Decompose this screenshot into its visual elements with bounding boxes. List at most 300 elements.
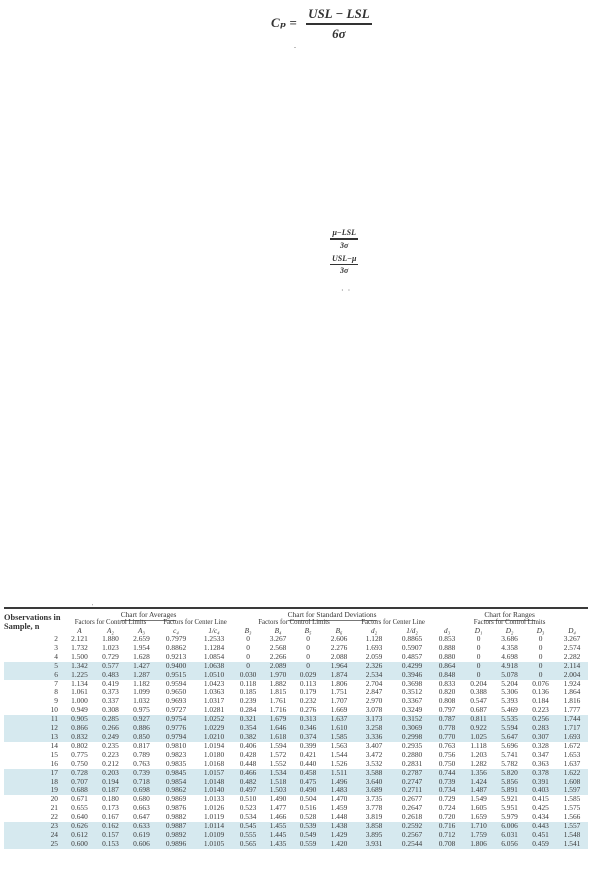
table-cell: 0.728 <box>64 769 95 778</box>
table-cell: 0.516 <box>299 804 317 813</box>
table-cell: 0.523 <box>239 804 257 813</box>
table-cell: 4.358 <box>501 643 518 652</box>
table-cell: 5.820 <box>494 769 525 778</box>
table-row <box>4 831 588 840</box>
table-cell: 0.9594 <box>165 679 187 688</box>
table-cell: 0.655 <box>71 804 88 813</box>
table-cell: 0.2787 <box>393 769 431 778</box>
table-cell: 0 <box>476 635 481 643</box>
table-cell: 0.157 <box>95 831 126 840</box>
table-cell: 0.2831 <box>401 759 423 768</box>
table-cell: 0.153 <box>95 840 126 849</box>
table-cell: 0.528 <box>299 813 317 822</box>
table-cell: 0.9823 <box>165 750 187 759</box>
table-row <box>4 804 588 813</box>
table-cell: 1.637 <box>323 715 355 724</box>
table-cell: 0.3698 <box>401 679 423 688</box>
sample-size-cell: 5 <box>4 662 64 671</box>
table-cell: 0.421 <box>299 750 317 759</box>
table-cell: 0.808 <box>438 697 456 706</box>
cpk-fraction-lower <box>330 228 358 250</box>
table-cell: 0.547 <box>470 697 487 706</box>
table-cell: 1.0168 <box>203 759 225 768</box>
table-cell: 0.744 <box>431 769 463 778</box>
table-cell: 2.114 <box>556 662 588 671</box>
table-cell: 1.816 <box>563 697 581 706</box>
table-cell: 5.921 <box>501 795 518 804</box>
table-row <box>4 813 588 822</box>
column-header: 1/d₂ <box>406 627 418 635</box>
table-cell: 1.659 <box>470 813 487 822</box>
cpk-upper-numerator: USL−μ <box>332 253 357 263</box>
table-cell: 1.0281 <box>203 706 225 715</box>
column-header: 1/c₄ <box>208 627 220 635</box>
table-cell: 1.0126 <box>203 804 225 813</box>
table-cell: 0.729 <box>102 652 119 661</box>
table-cell: 1.356 <box>463 769 494 778</box>
table-cell: 1.717 <box>556 724 588 733</box>
cpk-formula <box>330 228 358 279</box>
table-cell: 1.511 <box>323 769 355 778</box>
table-cell: 0.5907 <box>401 643 423 652</box>
table-cell: 1.466 <box>269 813 287 822</box>
column-header: A <box>77 627 82 635</box>
sample-size-cell: 22 <box>50 813 58 822</box>
table-cell: 2.089 <box>263 662 293 671</box>
table-cell: 0 <box>306 635 310 643</box>
table-cell: 1.669 <box>330 706 348 715</box>
table-cell: 0.2567 <box>393 831 431 840</box>
table-cell: 0.113 <box>299 679 317 688</box>
table-cell: 1.806 <box>330 679 348 688</box>
table-cell: 0.549 <box>293 831 323 840</box>
table-cell: 0.239 <box>239 697 257 706</box>
table-cell: 1.025 <box>463 733 494 742</box>
table-cell: 0.483 <box>95 671 126 680</box>
sample-size-cell: 4 <box>54 652 58 661</box>
table-cell: 5.696 <box>501 741 518 750</box>
table-cell: 0.802 <box>71 741 88 750</box>
table-cell: 0.688 <box>64 786 95 795</box>
table-row <box>4 662 588 671</box>
table-cell: 5.951 <box>501 804 518 813</box>
table-cell: 0.922 <box>463 724 494 733</box>
observations-header: Observations in Sample, n <box>4 613 61 631</box>
table-cell: 1.874 <box>323 671 355 680</box>
sample-size-cell: 12 <box>4 724 64 733</box>
table-cell: 0.347 <box>532 750 549 759</box>
table-cell: 0.194 <box>95 778 126 787</box>
table-cell: 2.088 <box>330 652 348 661</box>
table-row <box>4 760 588 769</box>
table-cell: 3.532 <box>365 759 383 768</box>
table-cell: 0.770 <box>431 733 463 742</box>
table-body <box>4 635 588 849</box>
sample-size-cell: 25 <box>4 840 64 849</box>
table-cell: 1.0109 <box>195 831 233 840</box>
table-cell: 1.732 <box>71 643 88 652</box>
table-cell: 1.490 <box>269 795 287 804</box>
table-cell: 0.419 <box>102 679 119 688</box>
sample-size-cell: 24 <box>4 831 64 840</box>
sample-size-cell: 6 <box>4 671 64 680</box>
table-cell: 0.8862 <box>165 643 187 652</box>
table-cell: 0.354 <box>233 724 263 733</box>
table-cell: 1.099 <box>133 688 150 697</box>
table-cell: 1.557 <box>556 822 588 831</box>
column-header: D₃ <box>536 627 545 635</box>
control-chart-factors-table <box>4 609 588 849</box>
table-cell: 0.451 <box>525 831 556 840</box>
table-cell: 0.8865 <box>401 635 423 643</box>
sample-size-cell: 16 <box>50 759 58 768</box>
table-cell: 0.337 <box>102 697 119 706</box>
table-cell: 3.858 <box>355 822 393 831</box>
table-cell: 1.0510 <box>195 671 233 680</box>
column-header: d₃ <box>444 627 451 635</box>
table-cell: 1.424 <box>463 778 494 787</box>
table-cell: 0.763 <box>438 741 456 750</box>
table-cell: 1.0114 <box>195 822 233 831</box>
table-cell: 5.741 <box>501 750 518 759</box>
table-cell: 0.9835 <box>165 759 187 768</box>
table-cell: 0.399 <box>299 741 317 750</box>
table-cell: 3.895 <box>355 831 393 840</box>
table-cell: 0.9400 <box>157 662 195 671</box>
table-cell: 1.693 <box>556 733 588 742</box>
table-cell: 1.0180 <box>203 750 225 759</box>
table-cell: 1.023 <box>102 643 119 652</box>
table-cell: 0.425 <box>532 804 549 813</box>
table-cell: 1.0854 <box>203 652 225 661</box>
table-cell: 0.3946 <box>393 671 431 680</box>
table-cell: 0.510 <box>239 795 257 804</box>
cp-formula-mark: . <box>294 41 296 50</box>
table-cell: 0.2592 <box>393 822 431 831</box>
table-cell: 0.2647 <box>401 804 423 813</box>
table-cell: 0.490 <box>293 786 323 795</box>
table-cell: 1.0133 <box>203 795 225 804</box>
table-cell: 1.000 <box>71 697 88 706</box>
table-cell: 1.622 <box>556 769 588 778</box>
table-cell: 1.777 <box>563 706 581 715</box>
table-cell: 0.797 <box>438 706 456 715</box>
table-cell: 0.321 <box>233 715 263 724</box>
table-cell: 5.306 <box>501 688 518 697</box>
table-cell: 0.3367 <box>401 697 423 706</box>
table-cell: 1.118 <box>470 741 487 750</box>
table-row <box>4 769 588 778</box>
table-cell: 0.9892 <box>157 831 195 840</box>
table-cell: 1.0638 <box>195 662 233 671</box>
table-row <box>4 733 588 742</box>
table-cell: 1.549 <box>470 795 487 804</box>
table-cell: 0.391 <box>525 778 556 787</box>
table-cell: 1.618 <box>263 733 293 742</box>
table-cell: 1.459 <box>330 804 348 813</box>
table-cell: 1.435 <box>263 840 293 849</box>
cp-fraction <box>306 6 372 42</box>
table-cell: 1.637 <box>563 759 581 768</box>
table-cell: 5.979 <box>501 813 518 822</box>
table-cell: 0.466 <box>233 769 263 778</box>
table-cell: 5.535 <box>494 715 525 724</box>
table-cell: 1.287 <box>126 671 157 680</box>
table-cell: 0.406 <box>239 741 257 750</box>
table-cell: 0.180 <box>102 795 119 804</box>
table-cell: 0.459 <box>525 840 556 849</box>
table-cell: 1.225 <box>64 671 95 680</box>
table-cell: 0.256 <box>525 715 556 724</box>
table-cell: 0 <box>246 635 250 643</box>
table-row <box>4 644 588 653</box>
table-cell: 0.497 <box>233 786 263 795</box>
table-cell: 0.388 <box>470 688 487 697</box>
table-cell: 0.162 <box>95 822 126 831</box>
table-cell: 5.782 <box>501 759 518 768</box>
table-cell: 0.716 <box>431 822 463 831</box>
table-cell: 1.585 <box>323 733 355 742</box>
table-cell: 1.751 <box>330 688 348 697</box>
table-cell: 1.503 <box>263 786 293 795</box>
table-cell: 1.815 <box>269 688 287 697</box>
table-cell: 0.2998 <box>393 733 431 742</box>
table-row <box>4 840 588 849</box>
table-cell: 1.970 <box>263 671 293 680</box>
table-cell: 0.789 <box>133 750 150 759</box>
table-cell: 0.712 <box>431 831 463 840</box>
table-cell: 0.9650 <box>165 688 187 697</box>
table-cell: 3.735 <box>365 795 383 804</box>
table-cell: 1.710 <box>463 822 494 831</box>
column-header: D₄ <box>568 627 576 635</box>
table-cell: 2.970 <box>365 697 383 706</box>
table-cell: 0.118 <box>239 679 257 688</box>
table-cell: 2.568 <box>269 643 287 652</box>
table-cell: 0.136 <box>532 688 549 697</box>
table-cell: 0.619 <box>126 831 157 840</box>
table-cell: 0 <box>538 643 543 652</box>
table-cell: 1.483 <box>323 786 355 795</box>
table-cell: 0.328 <box>532 741 549 750</box>
table-cell: 3.258 <box>355 724 393 733</box>
table-cell: 1.806 <box>463 840 494 849</box>
table-cell: 1.716 <box>269 706 287 715</box>
table-cell: 4.698 <box>501 652 518 661</box>
subgroup-control-limits-3: Factors for Control Limits <box>473 619 546 626</box>
table-cell: 0.756 <box>438 750 456 759</box>
table-cell: 0.443 <box>525 822 556 831</box>
table-cell: 0.680 <box>133 795 150 804</box>
table-cell: 0.249 <box>95 733 126 742</box>
table-cell: 0.2618 <box>401 813 423 822</box>
table-cell: 0.076 <box>532 679 549 688</box>
subgroup-control-limits-2: Factors for Control Limits <box>258 619 330 626</box>
table-row <box>4 671 588 680</box>
table-cell: 1.628 <box>133 652 150 661</box>
column-header: c₄ <box>173 627 179 635</box>
table-cell: 0.482 <box>233 778 263 787</box>
table-cell: 1.496 <box>323 778 355 787</box>
table-row <box>4 751 588 760</box>
table-cell: 0 <box>476 643 481 652</box>
table-row <box>4 724 588 733</box>
table-cell: 0 <box>306 652 310 661</box>
table-cell: 0.640 <box>71 813 88 822</box>
column-header: B₆ <box>335 627 343 635</box>
table-cell: 1.954 <box>133 643 150 652</box>
table-row <box>4 778 588 787</box>
table-cell: 0.440 <box>299 759 317 768</box>
table-cell: 5.204 <box>501 679 518 688</box>
table-row <box>4 795 588 804</box>
table-cell: 1.964 <box>323 662 355 671</box>
table-cell: 0.204 <box>470 679 487 688</box>
cpk-fraction-upper <box>330 254 358 276</box>
table-cell: 0 <box>538 652 543 661</box>
table-cell: 0.720 <box>438 813 456 822</box>
table-cell: 0.559 <box>293 840 323 849</box>
table-cell: 0.739 <box>431 778 463 787</box>
table-cell: 0.212 <box>102 759 119 768</box>
table-cell: 3.588 <box>355 769 393 778</box>
table-cell: 0.3512 <box>401 688 423 697</box>
table-cell: 1.438 <box>323 822 355 831</box>
table-cell: 0.9869 <box>165 795 187 804</box>
table-cell: 0.2880 <box>401 750 423 759</box>
sample-size-cell: 9 <box>54 697 58 706</box>
column-header: A₃ <box>138 627 145 635</box>
table-cell: 0.734 <box>431 786 463 795</box>
table-cell: 4.918 <box>494 662 525 671</box>
table-cell: 1.552 <box>269 759 287 768</box>
column-header: D₁ <box>474 627 483 635</box>
cpk-formula-mark: · · <box>341 286 352 295</box>
table-cell: 1.707 <box>330 697 348 706</box>
table-cell: 1.518 <box>263 778 293 787</box>
table-cell: 0.9776 <box>157 724 195 733</box>
table-cell: 0.832 <box>64 733 95 742</box>
table-cell: 0.850 <box>126 733 157 742</box>
table-cell: 0.698 <box>126 786 157 795</box>
table-cell: 0.448 <box>239 759 257 768</box>
table-cell: 0.775 <box>71 750 88 759</box>
table-cell: 0.848 <box>431 671 463 680</box>
table-cell: 0.3152 <box>393 715 431 724</box>
table-cell: 1.572 <box>269 750 287 759</box>
table-cell: 1.744 <box>556 715 588 724</box>
table-cell: 0.184 <box>532 697 549 706</box>
table-cell: 3.778 <box>365 804 383 813</box>
table-cell: 2.004 <box>556 671 588 680</box>
table-cell: 3.686 <box>501 635 518 643</box>
table-cell: 0.029 <box>293 671 323 680</box>
table-cell: 0.9876 <box>165 804 187 813</box>
table-cell: 0.729 <box>438 795 456 804</box>
table-cell: 0.232 <box>299 697 317 706</box>
subgroup-control-limits: Factors for Control Limits <box>74 619 147 626</box>
table-cell: 3.267 <box>563 635 581 643</box>
table-cell: 0.276 <box>299 706 317 715</box>
table-cell: 0.9515 <box>157 671 195 680</box>
table-cell: 5.856 <box>494 778 525 787</box>
table-cell: 0 <box>306 643 310 652</box>
table-cell: 0.374 <box>293 733 323 742</box>
table-cell: 5.647 <box>494 733 525 742</box>
sample-size-cell: 8 <box>54 688 58 697</box>
table-cell: 6.006 <box>494 822 525 831</box>
subgroup-center-line-2: Factors for Center Line <box>361 619 425 626</box>
table-row <box>4 715 588 724</box>
table-cell: 1.544 <box>330 750 348 759</box>
table-cell: 0.612 <box>64 831 95 840</box>
cp-formula-lhs: Cₚ = <box>271 14 297 30</box>
table-cell: 0.905 <box>64 715 95 724</box>
table-cell: 0.173 <box>102 804 119 813</box>
table-cell: 1.0210 <box>195 733 233 742</box>
table-cell: 1.203 <box>470 750 487 759</box>
sample-size-cell: 23 <box>4 822 64 831</box>
table-cell: 1.605 <box>470 804 487 813</box>
table-cell: 0.539 <box>293 822 323 831</box>
table-cell: 0.949 <box>71 706 88 715</box>
table-cell: 1.0105 <box>195 840 233 849</box>
table-cell: 3.689 <box>355 786 393 795</box>
table-cell: 1.759 <box>463 831 494 840</box>
table-cell: 0.266 <box>95 724 126 733</box>
table-cell: 0.235 <box>102 741 119 750</box>
table-cell: 1.420 <box>323 840 355 849</box>
sample-size-cell: 13 <box>4 733 64 742</box>
column-header: A₂ <box>107 627 114 635</box>
table-cell: 0.223 <box>532 706 549 715</box>
table-cell: 0.647 <box>133 813 150 822</box>
table-cell: 1.2533 <box>203 635 225 643</box>
table-cell: 2.659 <box>133 635 150 643</box>
table-cell: 5.078 <box>494 671 525 680</box>
group-header-ranges: Chart for Ranges <box>484 610 535 619</box>
table-cell: 1.470 <box>330 795 348 804</box>
table-cell: 1.534 <box>263 769 293 778</box>
table-cell: 0.9213 <box>165 652 187 661</box>
table-cell: 1.594 <box>269 741 287 750</box>
table-cell: 0.2544 <box>393 840 431 849</box>
table-cell: 0.880 <box>438 652 456 661</box>
table-cell: 0.555 <box>233 831 263 840</box>
table-cell: 1.679 <box>263 715 293 724</box>
table-row <box>4 653 588 662</box>
table-row <box>4 706 588 715</box>
table-cell: 0.864 <box>431 662 463 671</box>
table-cell: 1.924 <box>563 679 581 688</box>
table-cell: 0.763 <box>133 759 150 768</box>
table-cell: 0.2935 <box>401 741 423 750</box>
table-cell: 1.134 <box>71 679 88 688</box>
sample-size-cell: 14 <box>50 741 58 750</box>
table-cell: 0.313 <box>293 715 323 724</box>
table-cell: 0 <box>463 662 494 671</box>
column-header: B₅ <box>304 627 312 635</box>
table-cell: 0.346 <box>293 724 323 733</box>
table-cell: 1.445 <box>263 831 293 840</box>
table-cell: 1.487 <box>463 786 494 795</box>
table-cell: 6.031 <box>494 831 525 840</box>
table-cell: 0.739 <box>126 769 157 778</box>
table-cell: 2.266 <box>269 652 287 661</box>
table-cell: 1.0252 <box>195 715 233 724</box>
table-cell: 2.574 <box>563 643 581 652</box>
table-cell: 0 <box>538 635 543 643</box>
